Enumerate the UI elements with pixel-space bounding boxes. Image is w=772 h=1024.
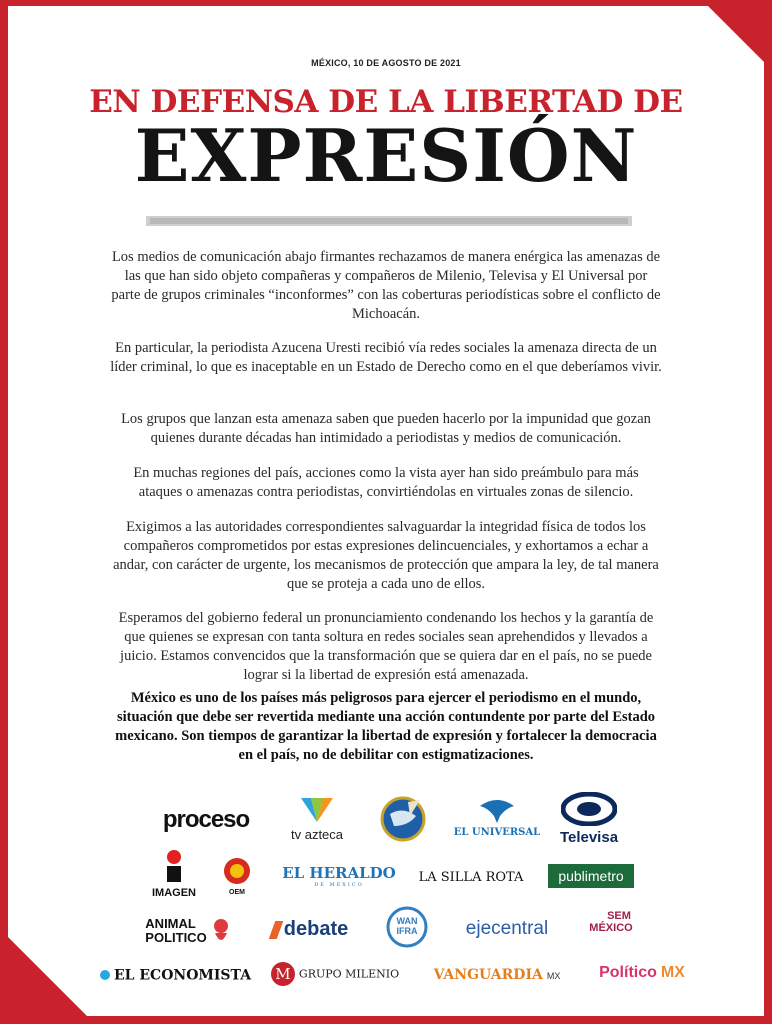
paragraph-4: En muchas regiones del país, acciones como la vista ayer han sido preámbulo para más ataques o amenazas contra periodistas, convirtiéndolas en virtuales zonas de silencio. — [133, 465, 639, 500]
divider-rule-inner — [150, 218, 628, 224]
globe-seal-icon — [380, 796, 426, 842]
logo-el-economista: EL ECONOMISTA — [100, 966, 244, 984]
logo-globe-seal — [378, 796, 428, 847]
logo-wan-ifra: WAN IFRA — [384, 906, 430, 953]
logo-imagen: IMAGEN — [150, 850, 198, 899]
oem-sun-icon — [222, 856, 252, 886]
imagen-icon — [163, 850, 185, 882]
paragraph-6: Esperamos del gobierno federal un pronunciamiento condenando los hechos y la garantía de que quienes se expresan con tanta soltura en redes sociales sean aprehendidos y llevados a juicio. Estamos convencidos que la transformación que se quiera dar en el país, no se puede lograr si la libertad de expresión está amenazada. — [118, 610, 654, 683]
logo-la-silla-rota: LA SILLA ROTA — [418, 870, 524, 885]
logo-debate: debate — [264, 918, 356, 941]
logo-grupo-milenio: M GRUPO MILENIO — [262, 962, 408, 986]
title-line-2: EXPRESIÓN — [134, 113, 638, 198]
logo-el-heraldo: EL HERALDO DE MÉXICO — [282, 864, 396, 888]
tvazteca-icon — [297, 796, 337, 824]
logo-televisa: Televisa — [552, 792, 626, 846]
paragraph-1: Los medios de comunicación abajo firmantes rechazamos de manera enérgica las amenazas de las que han sido objeto compañeras y compañeros de Milenio, Televisa y El Universal por parte de grupos criminales “inconformes” con las coberturas periodísticas sobre el conflicto de Michoacán. — [111, 249, 661, 322]
logo-el-universal: EL UNIVERSAL — [452, 796, 542, 838]
paragraph-3: Los grupos que lanzan esta amenaza saben que pueden hacerlo por la impunidad que gozan quienes durante décadas han intimidado a periodistas y medios de comunicación. — [121, 411, 651, 446]
closing-paragraph: México es uno de los países más peligrosos para ejercer el periodismo en el mundo, situación que debe ser revertida mediante una acción contundente por parte del Estado mexicano. Son tiempos de garantizar la libertad de expresión y fortalecer la democracia en el país, no de debilitar con estigmatizaciones. — [115, 690, 657, 763]
televisa-eye-icon — [561, 792, 617, 826]
corner-triangle-bottom-left — [0, 929, 95, 1024]
logo-proceso: proceso — [162, 806, 250, 833]
date-line: MÉXICO, 10 DE AGOSTO DE 2021 — [311, 58, 461, 68]
logo-oem: OEM — [216, 856, 258, 896]
debate-mark-icon — [268, 921, 283, 939]
animal-politico-mark-icon — [211, 917, 231, 945]
logo-eje-central: ejecentral — [465, 918, 549, 939]
milenio-m-icon: M — [271, 962, 295, 986]
logo-vanguardia: VANGUARDIA MX — [433, 967, 561, 983]
logo-animal-politico: ANIMAL POLITICO — [142, 917, 234, 945]
paragraph-2: En particular, la periodista Azucena Uresti recibió vía redes sociales la amenaza directa de un líder criminal, lo que es inaceptable en un Estado de Derecho como en el que deberíamos vivir. — [110, 340, 662, 375]
title-line-1: EN DEFENSA DE LA LIBERTAD DE — [89, 84, 683, 120]
logo-tvazteca: tv azteca — [285, 796, 349, 842]
logo-sem-mexico: SEM MÉXICO — [589, 910, 633, 934]
el-economista-dot-icon — [100, 970, 110, 980]
eagle-icon — [478, 796, 516, 824]
logo-politico-mx: Político MX — [599, 964, 685, 981]
paragraph-5: Exigimos a las autoridades correspondientes salvaguardar la integridad física de todos los compañeros comprometidos por estas expresiones delincuenciales, y exhortamos a echar a andar, con carácter de urgente, los mecanismos de protección que ampara la ley, de tal manera que se proteja a cada uno de ellos. — [113, 519, 659, 592]
logo-publimetro: publimetro — [548, 864, 634, 888]
